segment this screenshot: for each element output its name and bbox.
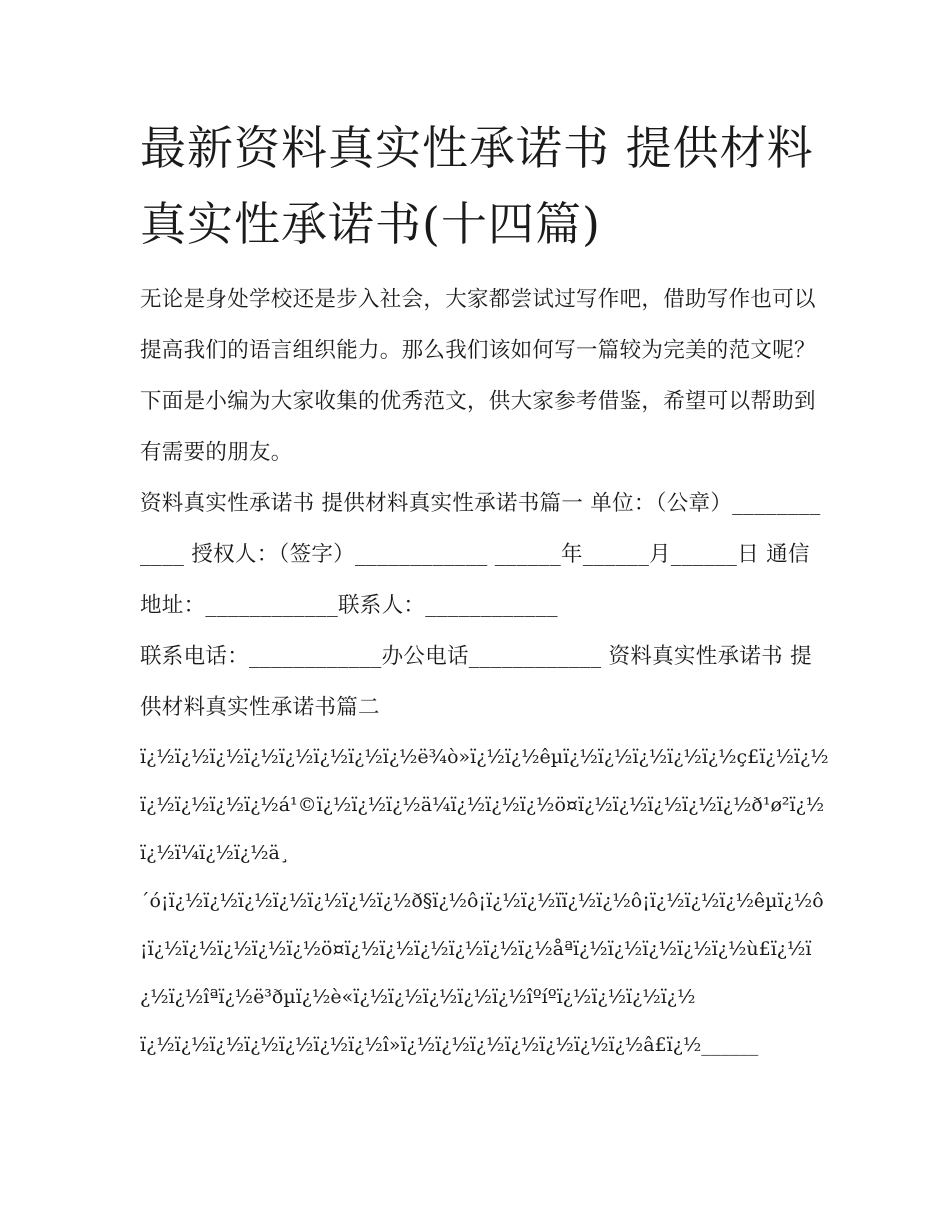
document-title: 最新资料真实性承诺书 提供材料真实性承诺书(十四篇) (140, 121, 814, 251)
document-page (140, 110, 830, 1069)
garbled-text-block: ï¿½ï¿½ï¿½ï¿½ï¿½ï¿½ï¿½ï¿½ë¾ò»ï¿½ï¿½êµï¿½ï¿½ï¿½ï¿½ï¿½ç£ï¿½ï¿½ï¿½ï¿½ï¿½ï¿½á¹©ï¿½ï¿½ï¿½ä¼ï¿½ï¿½ï¿½ö¤ï¿½ï¿½ï¿½ï¿½ï¿½ð¹ø²ï¿½ï¿½ï¼ï¿½ï¿½ä¸ (140, 746, 829, 864)
garbled-text-block: ï¿½ï¿½ï¿½ï¿½ï¿½ï¿½ï¿½î»ï¿½ï¿½ï¿½ï¿½ï¿½ï¿½ï¿½â£ï¿½______ (140, 1034, 759, 1056)
section-one-paragraph: 资料真实性承诺书 提供材料真实性承诺书篇一 单位：（公章）____________ 授权人：（签字）____________ ______年______月______日 通信地址：____________联系人：____________ (140, 491, 821, 618)
intro-paragraph: 无论是身处学校还是步入社会，大家都尝试过写作吧，借助写作也可以提高我们的语言组织能力。那么我们该如何写一篇较为完美的范文呢？下面是小编为大家收集的优秀范文，供大家参考借鉴，希望可以帮助到有需要的朋友。 (140, 287, 816, 465)
contact-paragraph: 联系电话：____________办公电话____________ 资料真实性承诺书 提供材料真实性承诺书篇二 (140, 644, 812, 720)
garbled-text-block: ´ó¡ï¿½ï¿½ï¿½ï¿½ï¿½ï¿½ï¿½ð§ï¿½ô¡ï¿½ï¿½ïï¿½ï¿½ô¡ï¿½ï¿½ï¿½êµï¿½ô¡ï¿½ï¿½ï¿½ï¿½ï¿½ö¤ï¿½ï¿½ï¿½ï¿½ï¿½ï¿½åªï¿½ï¿½ï¿½ï¿½ï¿½ù£ï¿½ï¿½ï¿½îªï¿½ë³ðµï¿½è«ï¿½ï¿½ï¿½ï¿½ï¿½îºíºï¿½ï¿½ï¿½ï¿½ (140, 890, 824, 1008)
